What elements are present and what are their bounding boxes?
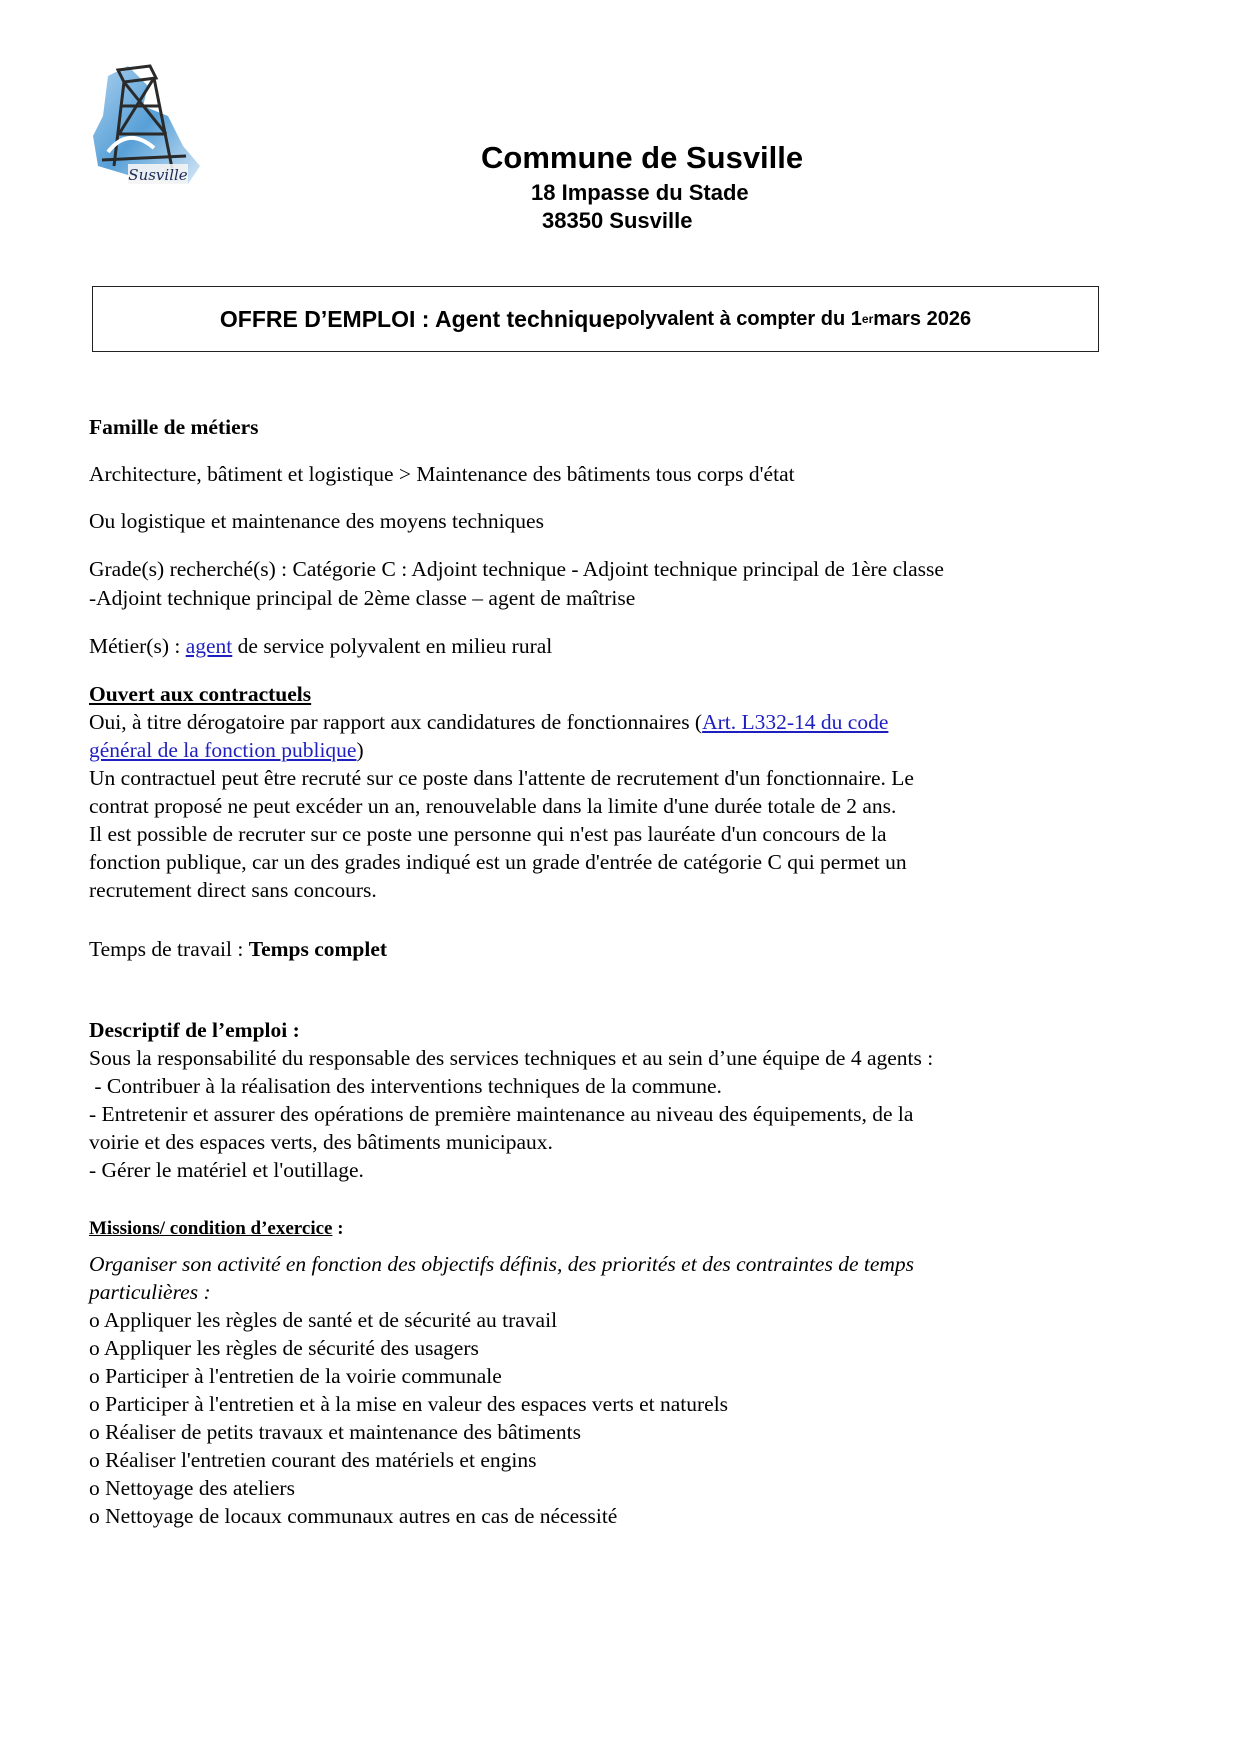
missions-heading-colon: : [332,1218,344,1239]
missions-heading: Missions/ condition d’exercice [89,1218,333,1239]
svg-text:Susville: Susville [128,166,188,184]
mission-item: o Participer à l'entretien et à la mise en valeur des espaces verts et naturels [89,1392,729,1416]
contractuels-paragraph-line: contrat proposé ne peut excéder un an, renouvelable dans la limite d'une durée totale de 2 ans. [89,794,897,818]
descriptif-line: voirie et des espaces verts, des bâtiments municipaux. [89,1130,553,1154]
mission-item: o Appliquer les règles de santé et de sécurité au travail [89,1308,558,1332]
offer-title-prefix: OFFRE D’EMPLOI : Agent technique [219,305,616,332]
missions-intro-line: particulières : [89,1280,211,1304]
article-link-part-1[interactable]: Art. L332-14 du code [702,710,889,734]
famille-line-2: Ou logistique et maintenance des moyens techniques [89,509,544,533]
mission-item: o Participer à l'entretien de la voirie communale [89,1364,502,1388]
metiers-label: Métier(s) : [89,634,186,658]
temps-line [89,935,387,964]
contractuels-text: Oui, à titre dérogatoire par rapport aux candidatures de fonctionnaires ( [89,710,703,734]
contractuels-paragraph-line: recrutement direct sans concours. [89,878,377,902]
temps-value: Temps complet [248,937,388,961]
contractuels-paren: ) [356,738,364,762]
descriptif-line: - Contribuer à la réalisation des interventions techniques de la commune. [89,1074,722,1098]
famille-heading: Famille de métiers [89,415,259,439]
offer-title-suffix: mars 2026 [873,307,972,330]
descriptif-line: Sous la responsabilité du responsable des services techniques et au sein d’une équipe de 4 agents : [89,1046,934,1070]
temps-label: Temps de travail : [89,937,249,961]
address-postcode-city: 38350 Susville [542,208,693,233]
contractuels-heading: Ouvert aux contractuels [89,682,312,706]
grades-line-1: Grade(s) recherché(s) : Catégorie C : Adjoint technique - Adjoint technique principal de 1ère classe [89,557,944,581]
commune-name: Commune de Susville [481,140,804,175]
metiers-line [89,632,552,661]
famille-line-1: Architecture, bâtiment et logistique > Maintenance des bâtiments tous corps d'état [89,462,795,486]
mine-headframe-icon [88,56,206,196]
contractuels-line-1 [89,708,888,737]
address-street: 18 Impasse du Stade [531,180,749,205]
contractuels-paragraph-line: Un contractuel peut être recruté sur ce poste dans l'attente de recrutement d'un fonctionnaire. Le [89,766,914,790]
commune-logo [88,56,206,196]
metiers-rest: de service polyvalent en milieu rural [232,634,553,658]
contractuels-paragraph-line: fonction publique, car un des grades indiqué est un grade d'entrée de catégorie C qui permet un [89,850,907,874]
mission-item: o Nettoyage des ateliers [89,1476,295,1500]
offer-title-superscript: er [861,312,874,326]
offer-title-middle: polyvalent à compter du 1 [615,307,862,330]
mission-item: o Réaliser l'entretien courant des matériels et engins [89,1448,537,1472]
descriptif-heading: Descriptif de l’emploi : [89,1018,300,1042]
contractuels-line-2 [89,736,364,765]
missions-heading-line [89,1213,344,1243]
grades-line-2: -Adjoint technique principal de 2ème classe – agent de maîtrise [89,586,636,610]
offer-title-box [92,286,1099,352]
descriptif-line: - Gérer le matériel et l'outillage. [89,1158,364,1182]
mission-item: o Appliquer les règles de sécurité des usagers [89,1336,479,1360]
missions-intro-line: Organiser son activité en fonction des objectifs définis, des priorités et des contraintes de temps [89,1252,915,1276]
mission-item: o Réaliser de petits travaux et maintenance des bâtiments [89,1420,581,1444]
mission-item: o Nettoyage de locaux communaux autres en cas de nécessité [89,1504,618,1528]
descriptif-line: - Entretenir et assurer des opérations de première maintenance au niveau des équipements, de la [89,1102,914,1126]
agent-link[interactable]: agent [185,634,233,658]
article-link-part-2[interactable]: général de la fonction publique [89,738,357,762]
contractuels-paragraph-line: Il est possible de recruter sur ce poste une personne qui n'est pas lauréate d'un concours de la [89,822,887,846]
